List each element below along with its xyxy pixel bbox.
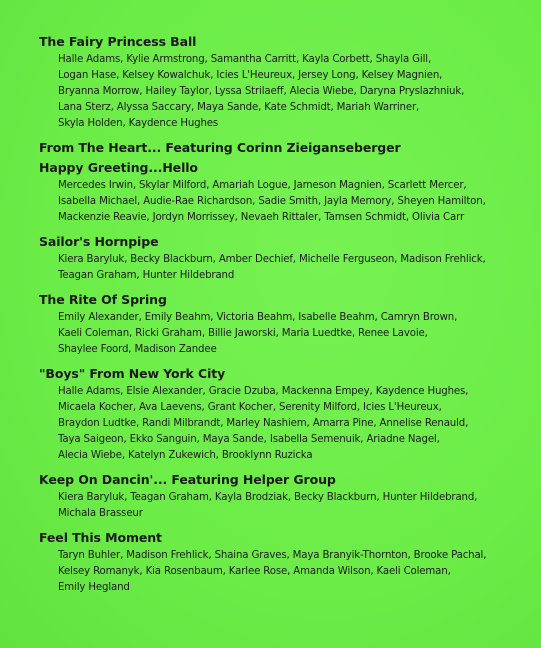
- performer-line: Taya Saigeon, Ekko Sanguin, Maya Sande, Isabella Semenuik, Ariadne Nagel,: [58, 434, 440, 445]
- performer-line: Kiera Baryluk, Teagan Graham, Kayla Brodziak, Becky Blackburn, Hunter Hildebrand,: [58, 492, 478, 503]
- performer-line: Halle Adams, Elsie Alexander, Gracie Dzuba, Mackenna Empey, Kaydence Hughes,: [58, 386, 469, 397]
- section-sailors-hornpipe: [39, 233, 519, 284]
- section-happy-greeting: [39, 159, 519, 226]
- section-fairy-princess-ball: [39, 33, 519, 132]
- performer-line: Kiera Baryluk, Becky Blackburn, Amber Dechief, Michelle Ferguseon, Madison Frehlick,: [58, 254, 486, 265]
- performer-line: Emily Hegland: [58, 582, 130, 593]
- performer-line: Taryn Buhler, Madison Frehlick, Shaina Graves, Maya Branyik-Thornton, Brooke Pachal,: [58, 550, 487, 561]
- performer-line: Mackenzie Reavie, Jordyn Morrissey, Nevaeh Rittaler, Tamsen Schmidt, Olivia Carr: [58, 212, 464, 223]
- section-title: The Rite Of Spring: [39, 292, 167, 307]
- performer-line: Halle Adams, Kylie Armstrong, Samantha Carritt, Kayla Corbett, Shayla Gill,: [58, 54, 432, 65]
- performer-line: Micaela Kocher, Ava Laevens, Grant Kocher, Serenity Milford, Icies L'Heureux,: [58, 402, 442, 413]
- performer-line: Emily Alexander, Emily Beahm, Victoria Beahm, Isabelle Beahm, Camryn Brown,: [58, 312, 458, 323]
- program-content: [39, 33, 519, 603]
- section-title: Sailor's Hornpipe: [39, 234, 159, 249]
- section-title: Feel This Moment: [39, 530, 162, 545]
- performer-line: Teagan Graham, Hunter Hildebrand: [58, 270, 235, 281]
- performer-list: [58, 310, 519, 358]
- performer-list: [58, 252, 519, 284]
- performer-line: Lana Sterz, Alyssa Saccary, Maya Sande, Kate Schmidt, Mariah Warriner,: [58, 102, 420, 113]
- performer-list: [58, 178, 519, 226]
- performer-line: Isabella Michael, Audie-Rae Richardson, Sadie Smith, Jayla Memory, Sheyen Hamilton,: [58, 196, 486, 207]
- performer-list: [58, 384, 519, 464]
- section-boys-from-new-york-city: [39, 365, 519, 464]
- section-rite-of-spring: [39, 291, 519, 358]
- performer-line: Kaeli Coleman, Ricki Graham, Billie Jaworski, Maria Luedtke, Renee Lavoie,: [58, 328, 428, 339]
- section-title: Happy Greeting...Hello: [39, 160, 198, 175]
- performer-line: Alecia Wiebe, Katelyn Zukewich, Brooklynn Ruzicka: [58, 450, 313, 461]
- performer-line: Braydon Ludtke, Randi Milbrandt, Marley Nashiem, Amarra Pine, Annelise Renauld,: [58, 418, 469, 429]
- performer-list: [58, 490, 519, 522]
- performer-line: Kelsey Romanyk, Kia Rosenbaum, Karlee Rose, Amanda Wilson, Kaeli Coleman,: [58, 566, 451, 577]
- section-title: "Boys" From New York City: [39, 366, 226, 381]
- performer-list: [58, 548, 519, 596]
- section-title: The Fairy Princess Ball: [39, 34, 197, 49]
- section-from-the-heart: [39, 139, 519, 156]
- section-title: From The Heart... Featuring Corinn Zieiganseberger: [39, 140, 401, 155]
- performer-line: Skyla Holden, Kaydence Hughes: [58, 118, 219, 129]
- performer-line: Logan Hase, Kelsey Kowalchuk, Icies L'Heureux, Jersey Long, Kelsey Magnien,: [58, 70, 443, 81]
- performer-line: Mercedes Irwin, Skylar Milford, Amariah Logue, Jameson Magnien, Scarlett Mercer,: [58, 180, 467, 191]
- section-feel-this-moment: [39, 529, 519, 596]
- section-keep-on-dancin: [39, 471, 519, 522]
- performer-line: Shaylee Foord, Madison Zandee: [58, 344, 217, 355]
- performer-list: [58, 52, 519, 132]
- performer-line: Michala Brasseur: [58, 508, 143, 519]
- section-title: Keep On Dancin'... Featuring Helper Group: [39, 472, 336, 487]
- performer-line: Bryanna Morrow, Hailey Taylor, Lyssa Strilaeff, Alecia Wiebe, Daryna Pryslazhniuk,: [58, 86, 465, 97]
